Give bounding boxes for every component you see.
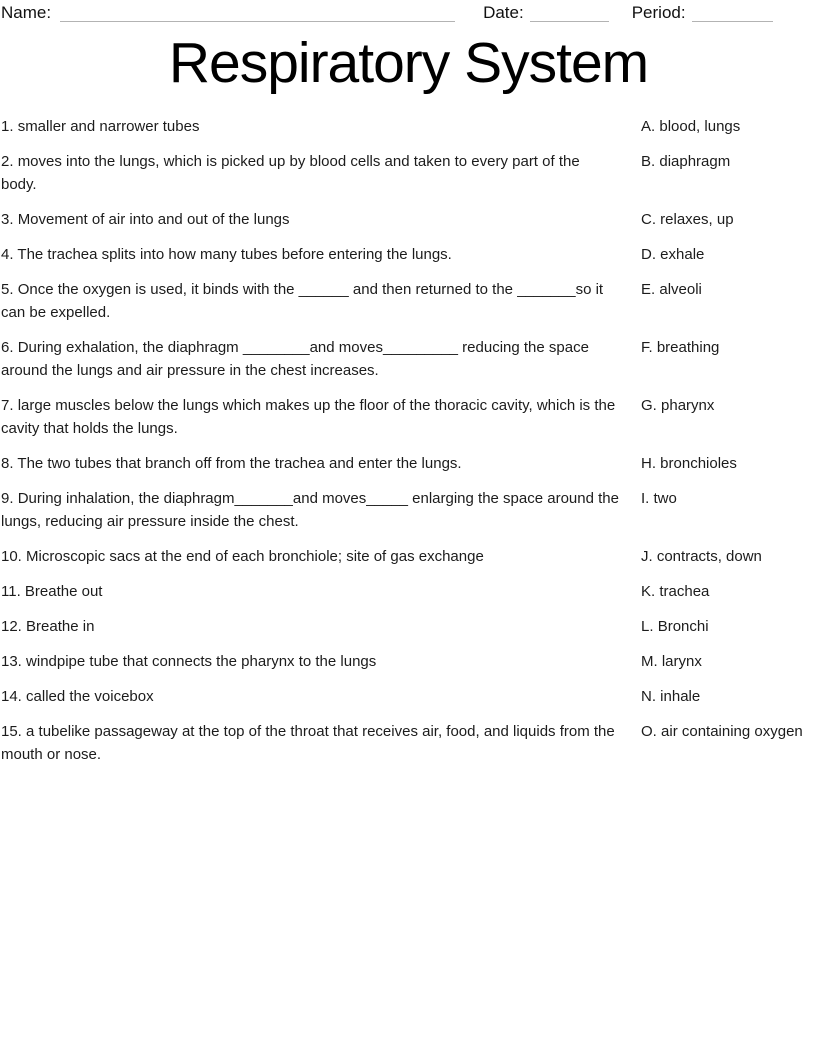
answer-letter: H. <box>641 455 656 472</box>
answer-text: air containing oxygen <box>661 723 803 740</box>
question-text: smaller and narrower tubes <box>17 118 200 135</box>
question-text: The two tubes that branch off from the trachea and enter the lungs. <box>17 455 462 472</box>
question-text: windpipe tube that connects the pharynx to the lungs <box>26 653 377 670</box>
answer-item <box>641 545 816 568</box>
question-item <box>1 243 641 266</box>
answer-text: trachea <box>659 583 710 600</box>
answer-text: breathing <box>656 339 720 356</box>
answer-text: larynx <box>661 653 702 670</box>
answer-letter: G. <box>641 397 657 414</box>
question-text: a tubelike passageway at the top of the throat that receives air, food, and liquids from the mouth or nose. <box>1 723 615 763</box>
matching-row <box>1 208 816 231</box>
question-item <box>1 452 641 475</box>
matching-row <box>1 336 816 382</box>
question-item <box>1 278 641 324</box>
answer-item <box>641 150 816 173</box>
answer-item <box>641 243 816 266</box>
question-number: 7. <box>1 397 14 414</box>
question-number: 15. <box>1 723 22 740</box>
question-number: 4. <box>1 246 14 263</box>
answer-item <box>641 487 816 510</box>
question-item <box>1 487 641 533</box>
page-title: Respiratory System <box>168 31 649 95</box>
question-text: Microscopic sacs at the end of each bronchiole; site of gas exchange <box>26 548 484 565</box>
question-item <box>1 720 641 766</box>
answer-text: two <box>653 490 677 507</box>
question-number: 10. <box>1 548 22 565</box>
name-label: Name: <box>1 3 52 22</box>
matching-row <box>1 720 816 766</box>
question-number: 3. <box>1 211 14 228</box>
question-number: 9. <box>1 490 14 507</box>
question-item <box>1 615 641 638</box>
question-text: During inhalation, the diaphragm_______and moves_____ enlarging the space around the lungs, reducing air pressure inside the chest. <box>1 490 619 530</box>
answer-item <box>641 208 816 231</box>
answer-text: pharynx <box>661 397 715 414</box>
answer-item <box>641 685 816 708</box>
question-number: 6. <box>1 339 14 356</box>
answer-letter: E. <box>641 281 656 298</box>
question-item <box>1 336 641 382</box>
answer-text: exhale <box>660 246 705 263</box>
answer-letter: B. <box>641 153 656 170</box>
answer-letter: F. <box>641 339 653 356</box>
question-item <box>1 580 641 603</box>
question-text: Breathe in <box>26 618 95 635</box>
matching-row <box>1 150 816 196</box>
period-label: Period: <box>631 3 686 22</box>
answer-letter: A. <box>641 118 656 135</box>
matching-row <box>1 650 816 673</box>
answer-text: relaxes, up <box>660 211 734 228</box>
matching-row <box>1 115 816 138</box>
answer-item <box>641 720 816 743</box>
question-item <box>1 394 641 440</box>
answer-item <box>641 452 816 475</box>
answer-item <box>641 615 816 638</box>
answer-item <box>641 650 816 673</box>
answer-letter: C. <box>641 211 656 228</box>
question-item <box>1 150 641 196</box>
answer-item <box>641 336 816 359</box>
answer-letter: L. <box>641 618 654 635</box>
answer-text: diaphragm <box>659 153 731 170</box>
question-number: 5. <box>1 281 14 298</box>
matching-row <box>1 243 816 266</box>
matching-row <box>1 394 816 440</box>
question-number: 11. <box>1 583 21 600</box>
answer-text: inhale <box>660 688 701 705</box>
matching-list <box>1 115 816 766</box>
question-text: The trachea splits into how many tubes before entering the lungs. <box>17 246 452 263</box>
matching-row <box>1 545 816 568</box>
matching-row <box>1 685 816 708</box>
answer-letter: O. <box>641 723 657 740</box>
header <box>1 3 816 23</box>
answer-item <box>641 580 816 603</box>
question-number: 8. <box>1 455 14 472</box>
answer-text: alveoli <box>659 281 702 298</box>
question-number: 2. <box>1 153 14 170</box>
question-text: During exhalation, the diaphragm ________and moves_________ reducing the space around the lungs and air pressure in the chest increases. <box>1 339 589 379</box>
answer-text: contracts, down <box>656 548 762 565</box>
answer-letter: J. <box>641 548 653 565</box>
question-item <box>1 115 641 138</box>
period-blank-line <box>692 6 773 22</box>
matching-row <box>1 452 816 475</box>
answer-letter: N. <box>641 688 656 705</box>
question-text: large muscles below the lungs which makes up the floor of the thoracic cavity, which is the cavity that holds the lungs. <box>1 397 616 437</box>
question-item <box>1 545 641 568</box>
question-text: Movement of air into and out of the lungs <box>17 211 290 228</box>
answer-letter: K. <box>641 583 656 600</box>
question-item <box>1 685 641 708</box>
question-number: 13. <box>1 653 22 670</box>
answer-text: bronchioles <box>660 455 737 472</box>
answer-letter: I. <box>641 490 650 507</box>
question-item <box>1 208 641 231</box>
name-blank-line <box>60 6 455 22</box>
answer-item <box>641 115 816 138</box>
question-text: moves into the lungs, which is picked up by blood cells and taken to every part of the body. <box>1 153 580 193</box>
matching-row <box>1 487 816 533</box>
answer-text: blood, lungs <box>659 118 741 135</box>
question-number: 14. <box>1 688 22 705</box>
question-text: Once the oxygen is used, it binds with the ______ and then returned to the _______so it can be expelled. <box>1 281 604 321</box>
question-number: 1. <box>1 118 14 135</box>
question-number: 12. <box>1 618 22 635</box>
date-label: Date: <box>483 3 524 22</box>
matching-row <box>1 615 816 638</box>
answer-letter: D. <box>641 246 656 263</box>
answer-item <box>641 278 816 301</box>
matching-row <box>1 278 816 324</box>
matching-row <box>1 580 816 603</box>
question-text: Breathe out <box>24 583 103 600</box>
answer-item <box>641 394 816 417</box>
date-blank-line <box>530 6 609 22</box>
answer-text: Bronchi <box>657 618 709 635</box>
question-text: called the voicebox <box>26 688 154 705</box>
question-item <box>1 650 641 673</box>
answer-letter: M. <box>641 653 658 670</box>
